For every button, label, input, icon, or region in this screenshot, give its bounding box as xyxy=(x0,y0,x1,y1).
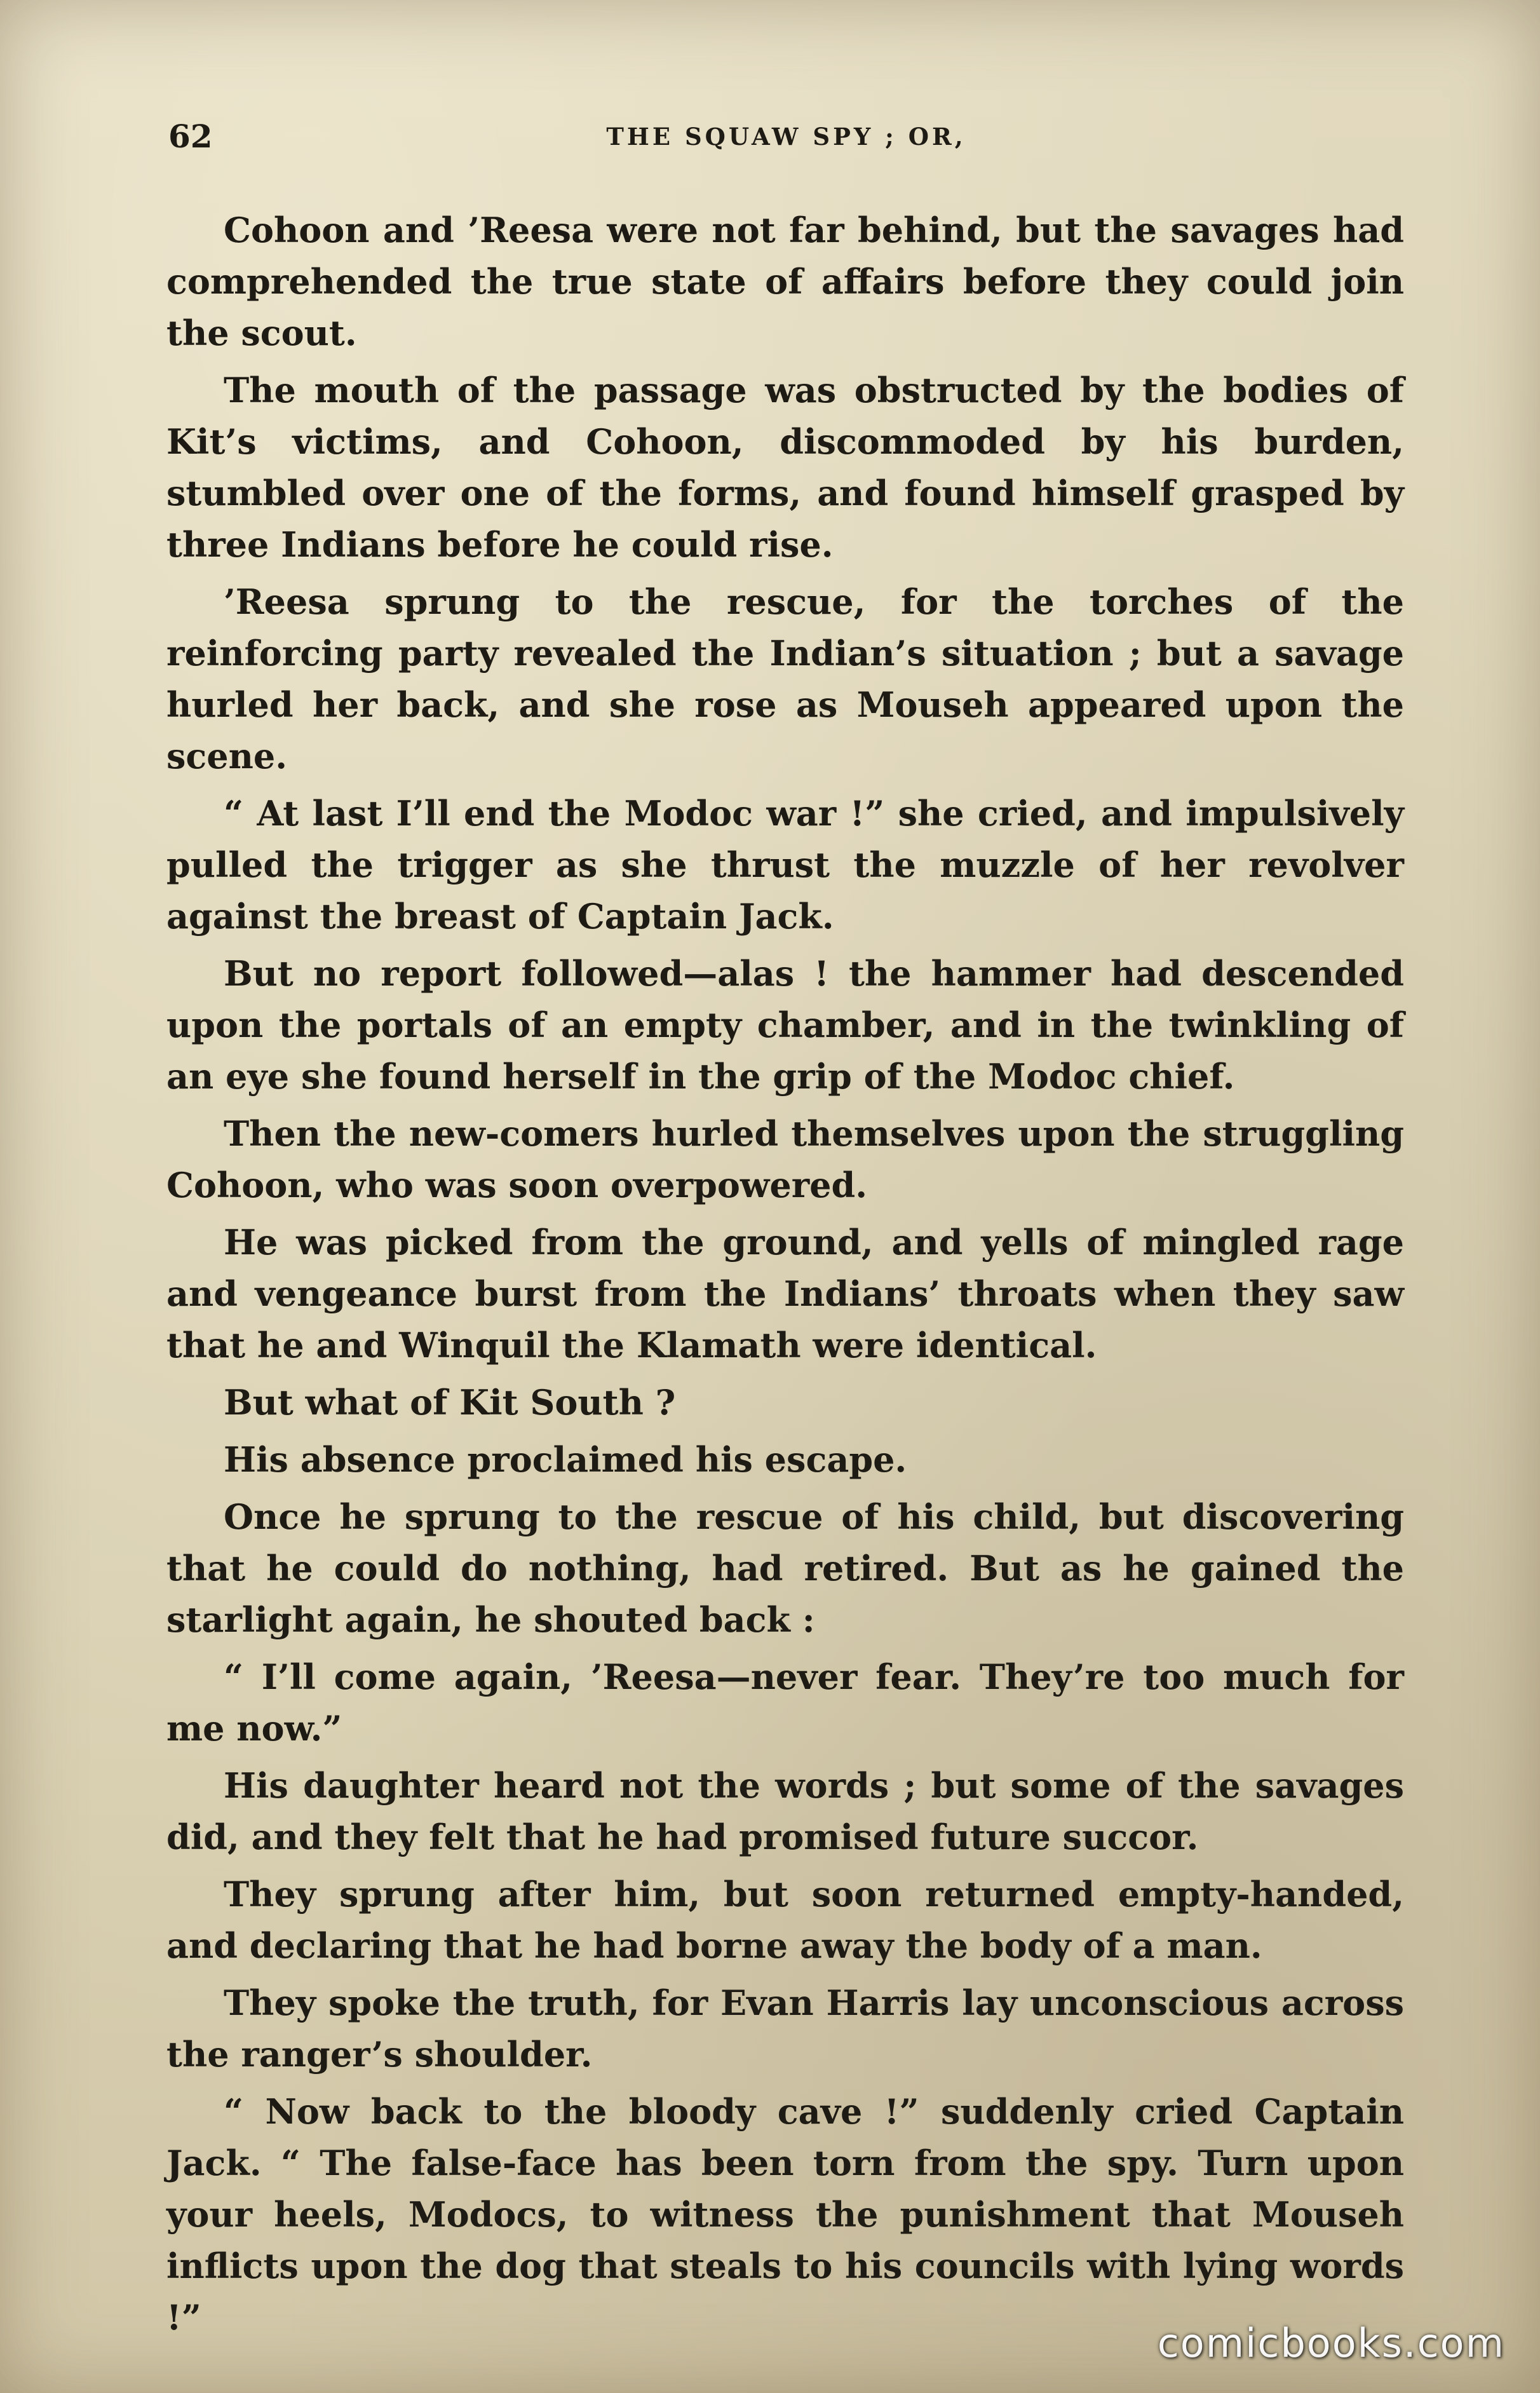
site-watermark: comicbooks.com xyxy=(1157,2320,1505,2366)
paragraph: ’Reesa sprung to the rescue, for the torches of the reinforcing party revealed the Indian’s situation ; but a savage hurled her back, and she rose as Mouseh appeared upon the scene. xyxy=(166,581,1404,776)
body-text xyxy=(166,205,1404,2349)
paragraph: Once he sprung to the rescue of his child, but discovering that he could do nothing, had retired. But as he gained the starlight again, he shouted back : xyxy=(166,1496,1404,1640)
paragraph: “ I’ll come again, ’Reesa—never fear. They’re too much for me now.” xyxy=(166,1657,1404,1749)
paragraph: They sprung after him, but soon returned empty-handed, and declaring that he had borne away the body of a man. xyxy=(166,1874,1404,1966)
paragraph: Then the new-comers hurled themselves upon the struggling Cohoon, who was soon overpowered. xyxy=(166,1113,1404,1205)
paragraph: He was picked from the ground, and yells of mingled rage and vengeance burst from the Indians’ throats when they saw that he and Winquil the Klamath were identical. xyxy=(166,1222,1404,1366)
paragraph: His absence proclaimed his escape. xyxy=(224,1439,907,1480)
running-title: THE SQUAW SPY ; OR, xyxy=(606,123,966,151)
paragraph: “ At last I’ll end the Modoc war !” she cried, and impulsively pulled the trigger as she thrust the muzzle of her revolver against the breast of Captain Jack. xyxy=(166,793,1404,937)
paragraph: “ Now back to the bloody cave !” suddenly cried Captain Jack. “ The false-face has been torn from the spy. Turn upon your heels, Modocs, to witness the punishment that Mouseh inflicts upon the dog that steals to his councils with lying words !” xyxy=(166,2091,1404,2338)
paragraph: His daughter heard not the words ; but some of the savages did, and they felt that he had promised future succor. xyxy=(166,1765,1404,1857)
paragraph: The mouth of the passage was obstructed by the bodies of Kit’s victims, and Cohoon, discommoded by his burden, stumbled over one of the forms, and found himself grasped by three Indians before he could rise. xyxy=(166,370,1404,565)
paragraph: But what of Kit South ? xyxy=(224,1382,676,1423)
page-number: 62 xyxy=(168,118,213,155)
paragraph: But no report followed—alas ! the hammer had descended upon the portals of an empty chamber, and in the twinkling of an eye she found herself in the grip of the Modoc chief. xyxy=(166,953,1404,1097)
running-head xyxy=(168,114,1404,159)
paragraph: They spoke the truth, for Evan Harris lay unconscious across the ranger’s shoulder. xyxy=(166,1983,1404,2075)
paragraph: Cohoon and ’Reesa were not far behind, but the savages had comprehended the true state of affairs before they could join the scout. xyxy=(166,210,1404,353)
